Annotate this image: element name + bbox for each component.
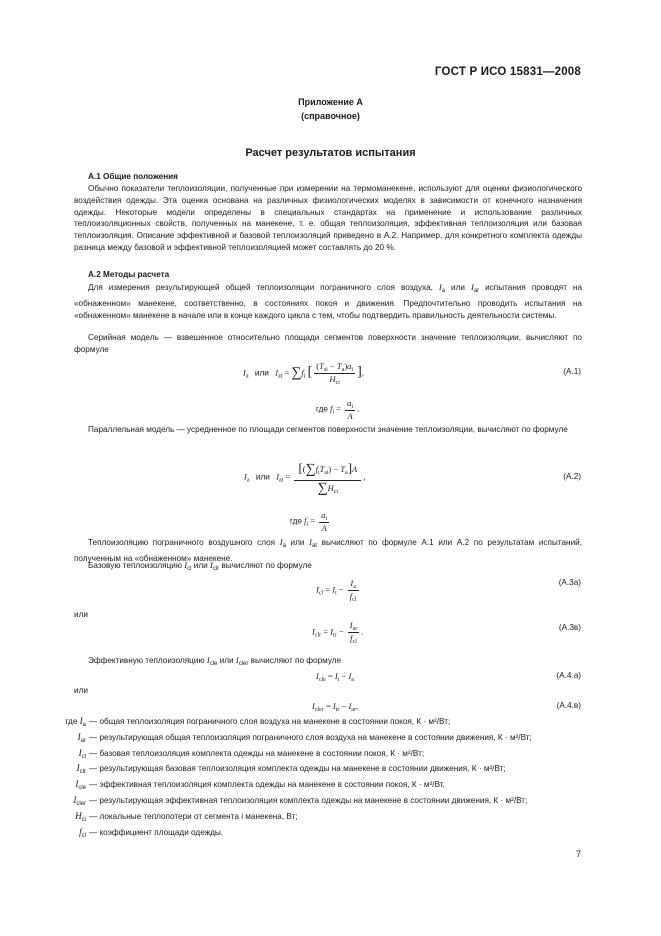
equation-a2-number: (А.2) xyxy=(563,472,581,481)
legend-row: $I_{clr}$ — результирующая базовая теплоизоляция комплекта одежды на манекене в состоянии движения, К · м²/Вт; xyxy=(46,763,582,779)
equation-a4a-number: (А.4.а) xyxy=(556,671,581,680)
equation-a1-where: где $f_i$ = $\frac{a_i}{A}$ . xyxy=(316,398,360,421)
or-word-1: или xyxy=(74,610,88,619)
legend-row: $I_{cler}$ — результирующая эффективная теплоизоляция комплекта одежды на манекене в состоянии движения, К · м²/Вт; xyxy=(46,795,582,811)
legend-row: $f_{cl}$ — коэффициент площади одежды. xyxy=(46,827,582,843)
equation-a4b-number: (А.4.в) xyxy=(556,701,581,710)
document-id: ГОСТ Р ИСО 15831—2008 xyxy=(434,66,581,78)
equation-a3a: $I_{cl} = I_t$ − $\frac{I_a}{f_{cl}}$ xyxy=(316,578,357,603)
section-a1-paragraph: Обычно показатели теплоизоляции, полученные при измерении на термоманекене, используют для оценки физиологического воздействия одежды. Эта оценка основана на различных физиологических моделях в зависимости от конечного назначения одежды. Некоторые модели определены в специальных стандартах на применение и использование различных теплоизоляционных свойств, полученных на манекене, т. е. общая теплоизоляция, эффективная теплоизоляция или базовая теплоизоляция. Описание эффективной и базовой теплоизоляций приведено в А.2. Например, для конкретного комплекта одежды разница между базовой и эффективной теплоизоляцией может составлять до 20 %. xyxy=(74,184,582,252)
equation-a2-where: где $f_i$ = $\frac{a_i}{A}$ xyxy=(290,510,328,533)
legend-row: $I_{ar}$ — результирующая общая теплоизоляция пограничного слоя воздуха на манекене в состоянии движения, К · м²/Вт; xyxy=(46,732,582,748)
equation-a3b: $I_{clr} = I_{tr}$ − $\frac{I_{ar}}{f_{cl}}$ . xyxy=(312,620,364,645)
section-a2-paragraph-1: Для измерения результирующей общей теплоизоляции пограничного слоя воздуха, $I_a$ или $I_{ar}$ испытания проводят на «обнаженном» манекене, соответственно, в состояниях покоя и движения. Предпочтительно проводить испытания на «обнаженном» манекене в начале или в конце каждого цикла с тем, чтобы подтвердить правильность деятельности системы. xyxy=(74,282,582,320)
section-a2-paragraph-4: Теплоизоляцию пограничного воздушного слоя $I_a$ или $I_{at}$ вычисляют по формуле А.1 или А.2 по результатам испытаний, полученным на «обнаженном» манекене. xyxy=(74,537,582,563)
legend-row: $I_{cle}$ — эффективная теплоизоляция комплекта одежды на манекене в состоянии покоя, К · м²/Вт, xyxy=(46,779,582,795)
section-a2-paragraph-3: Параллельная модель — усредненное по площади сегментов поверхности значение теплоизоляции, вычисляют по формуле xyxy=(88,425,568,434)
section-a2-heading: А.2 Методы расчета xyxy=(88,270,170,279)
equation-a1: $I_a$ или $I_{at} = \sum f_i$ [ $\frac{(T_{si} - T_a)a_i}{H_{ci}}$ ], xyxy=(243,361,364,386)
page-number: 7 xyxy=(575,849,581,859)
equation-a4b: $I_{cler} = I_{tr} - I_{ar}$, xyxy=(312,701,359,713)
legend-text: — результирующая общая теплоизоляция пограничного слоя воздуха на манекене в состоянии движения, К · м²/Вт; xyxy=(89,732,532,742)
legend-text: — эффективная теплоизоляция комплекта одежды на манекене в состоянии покоя, К · м²/Вт, xyxy=(89,780,445,790)
section-title: Расчет результатов испытания xyxy=(245,147,416,159)
equation-a3a-number: (А.3а) xyxy=(558,578,581,587)
appendix-title: Приложение А xyxy=(298,97,363,107)
legend-text: — результирующая эффективная теплоизоляция комплекта одежды на манекене в состоянии движения, К · м²/Вт; xyxy=(89,795,528,805)
section-a2-paragraph-5: Базовую теплоизоляцию $I_{cl}$ или $I_{clr}$ вычисляют по формуле xyxy=(88,560,312,572)
equation-a2: $I_a$ или $I_{at}$ = $\frac{[(\sum f_iT_{si}) - T_a]A}{\sum H_{ci}}$ , xyxy=(244,460,366,497)
legend-text: — коэффициент площади одежды. xyxy=(89,827,224,837)
legend-text: — общая теплоизоляция пограничного слоя воздуха на манекене в состоянии покоя, К · м²/Вт; xyxy=(89,717,451,726)
legend-text: — базовая теплоизоляция комплекта одежды на манекене в состоянии покоя, К · м²/Вт; xyxy=(89,748,425,758)
appendix-subtitle: (справочное) xyxy=(301,111,360,121)
equation-a1-number: (А.1) xyxy=(563,367,581,376)
legend-row: где $I_a$ — общая теплоизоляция пограничного слоя воздуха на манекене в состоянии покоя, К · м²/Вт; xyxy=(46,716,582,732)
or-word-2: или xyxy=(74,686,88,695)
equation-a3b-number: (А.3в) xyxy=(558,623,581,632)
symbol-legend xyxy=(46,716,582,842)
legend-text: — результирующая базовая теплоизоляция комплекта одежды на манекене в состоянии движения, К · м²/Вт; xyxy=(89,764,506,774)
appendix-heading xyxy=(0,95,661,123)
legend-text: — локальные теплопотери от сегмента i манекена, Вт; xyxy=(89,811,298,821)
equation-a4a: $I_{cle} = I_t - I_a$ xyxy=(316,671,354,683)
legend-row: $I_{cl}$ — базовая теплоизоляция комплекта одежды на манекене в состоянии покоя, К · м²/Вт; xyxy=(46,748,582,764)
section-a2-paragraph-6: Эффективную теплоизоляцию $I_{cle}$ или $I_{cler}$ вычисляют по формуле xyxy=(88,655,342,667)
legend-row: $H_{ci}$ — локальные теплопотери от сегмента i манекена, Вт; xyxy=(46,811,582,827)
section-a2-paragraph-2: Серийная модель — взвешенное относительно площади сегментов поверхности значение теплоизоляции, вычисляют по формуле xyxy=(74,333,582,354)
section-a1-heading: А.1 Общие положения xyxy=(88,172,178,181)
